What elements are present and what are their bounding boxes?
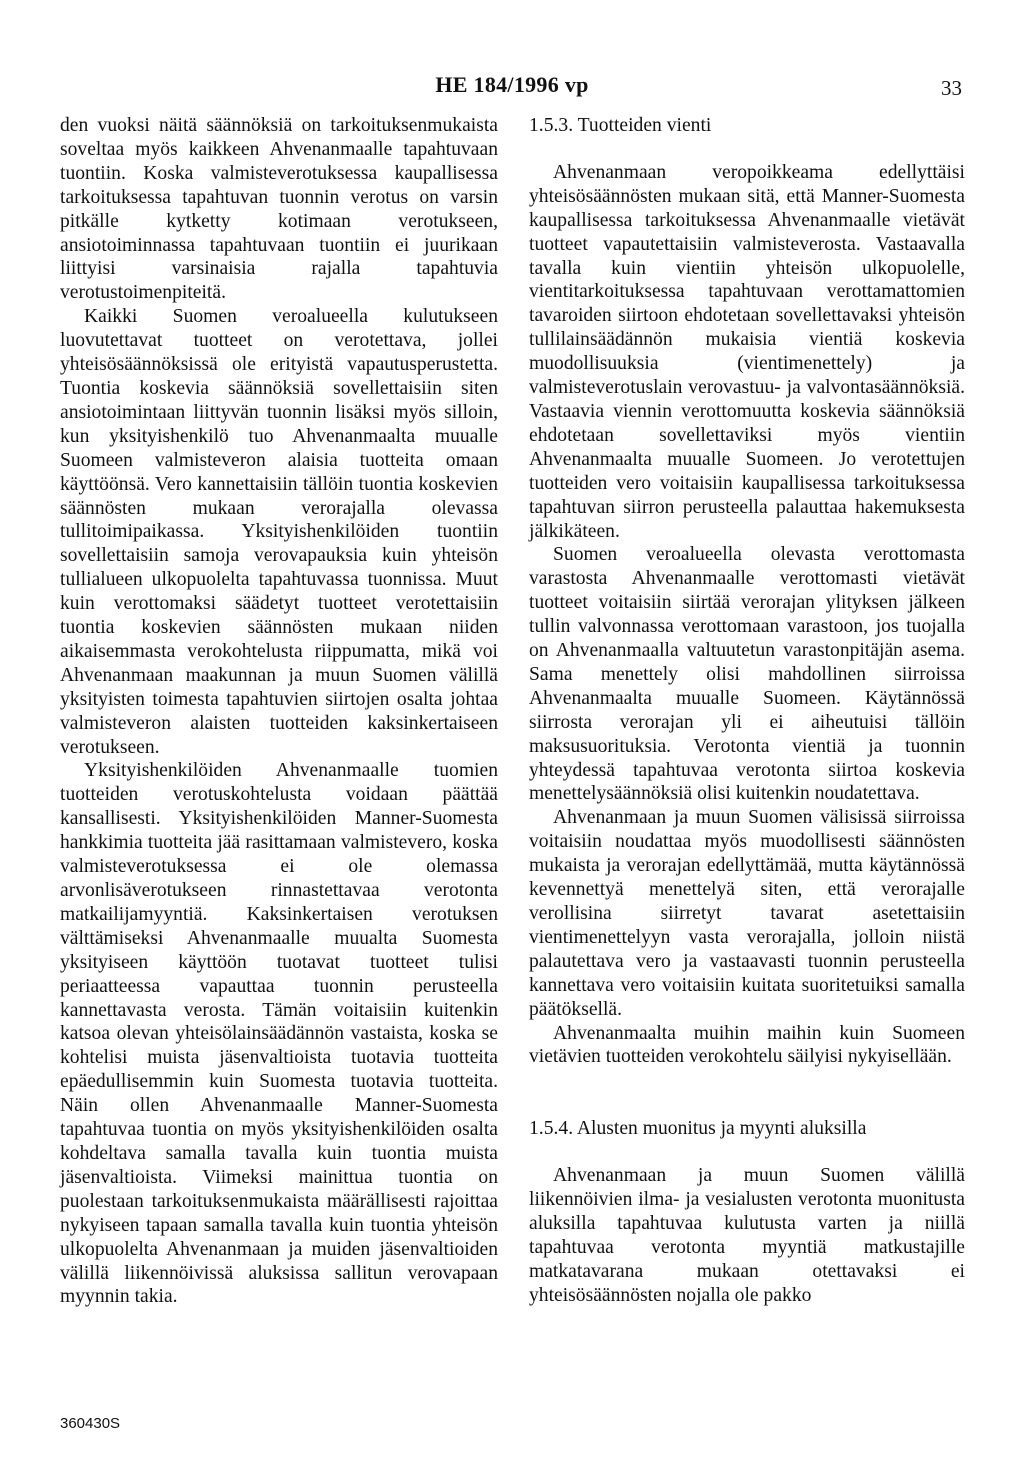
paragraph: Ahvenanmaalta muihin maihin kuin Suomeen vietävien tuotteiden verokohtelu säilyisi nykyisellään. — [529, 1022, 965, 1068]
right-column — [529, 114, 965, 1308]
footer-code: 360430S — [60, 1415, 121, 1432]
paragraph: den vuoksi näitä säännöksiä on tarkoituksenmukaista soveltaa myös kaikkeen Ahvenanmaalle tapahtuvaan tuontiin. Koska valmisteverotuksessa kaupallisessa tarkoituksessa tapahtuvan tuonnin verotus on varsin pitkälle kytketty kotimaan verotukseen, ansiotoiminnassa tapahtuvaan tuontiin ei juurikaan liittyisi varsinaisia rajalla tapahtuvia verotustoimenpiteitä. — [60, 115, 498, 304]
paragraph: Ahvenanmaan ja muun Suomen välisissä siirroissa voitaisiin noudattaa myös muodollisesti säännösten mukaista ja verorajan edellyttämää, mutta käytännössä kevennettyä menettelyä siten, että verorajalle verollisina siirretyt tavarat asetettaisiin vientimenettelyyn vasta verorajalla, jolloin niistä palautettava vero ja vastaavasti tuonnin perusteella kannettava vero voitaisiin kuitata suoritetuiksi samalla päätöksellä. — [529, 807, 965, 1020]
paragraph: Ahvenanmaan ja muun Suomen välillä liikennöivien ilma- ja vesialusten verotonta muonitusta aluksilla tapahtuvaa kulutusta varten ja niillä tapahtuvaa verotonta myyntiä matkustajille matkatavarana mukaan otettavaksi ei yhteisösäännösten nojalla ole pakko — [529, 1165, 965, 1306]
left-column — [60, 114, 498, 1309]
paragraph: Yksityishenkilöiden Ahvenanmaalle tuomien tuotteiden verotuskohtelusta voidaan päättää kansallisesti. Yksityishenkilöiden Manner-Suomesta hankkimia tuotteita jää rasittamaan valmistevero, koska valmisteverotuksessa ei ole olemassa arvonlisäverotukseen rinnastettavaa verotonta matkailijamyyntiä. Kaksinkertaisen verotuksen välttämiseksi Ahvenanmaalle muualta Suomesta yksityiseen käyttöön tuotavat tuotteet tulisi periaatteessa vapauttaa tuonnin perusteella kannettavasta verosta. Tämän voitaisiin kuitenkin katsoa olevan yhteisölainsäädännön vastaista, koska se kohtelisi muista jäsenvaltioista tuotavia tuotteita epäedullisemmin kuin Suomesta tuotavia tuotteita. Näin ollen Ahvenanmaalle Manner-Suomesta tapahtuvaa tuontia on myös yksityishenkilöiden osalta kohdeltava samalla tavalla kuin tuontia muista jäsenvaltioista. Viimeksi mainittua tuontia on puolestaan tarkoituksenmukaista määrällisesti rajoittaa nykyiseen tapaan samalla tavalla kuin tuontia yhteisön ulkopuolelta Ahvenanmaan ja muiden jäsenvaltioiden välillä liikennöivissä aluksissa sallitun verovapaan myynnin takia. — [60, 760, 498, 1308]
section-heading: 1.5.4. Alusten muonitus ja myynti aluksilla — [529, 1118, 867, 1140]
section-heading: 1.5.3. Tuotteiden vienti — [529, 115, 712, 136]
paragraph: Ahvenanmaan veropoikkeama edellyttäisi yhteisösäännösten mukaan sitä, että Manner-Suomesta kaupallisessa tarkoituksessa Ahvenanmaalle vietävät tuotteet vapautettaisiin valmisteverosta. Vastaavalla tavalla kuin vientiin yhteisön ulkopuolelle, vientitarkoituksessa tapahtuvaan verottamattomien tavaroiden siirtoon ehdotetaan sovellettavaksi yhteisön tullilainsäädännön mukaisia vientiä koskevia muodollisuuksia (vientimenettely) ja valmisteverotuslain verovastuu- ja valvontasäännöksiä. Vastaavia viennin verottomuutta koskevia säännöksiä ehdotetaan sovellettaviksi myös vientiin Ahvenanmaalta muualle Suomeen. Jo verotettujen tuotteiden vero voitaisiin kaupallisessa tarkoituksessa tapahtuvan siirron perusteella palauttaa hakemuksesta jälkikäteen. — [529, 161, 965, 542]
paragraph: Kaikki Suomen veroalueella kulutukseen luovutettavat tuotteet on verotettava, jollei yhteisösäännöksissä ole erityistä vapautusperustetta. Tuontia koskevia säännöksiä sovellettaisiin siten ansiotoimintaan liittyvän tuonnin lisäksi myös silloin, kun yksityishenkilö tuo Ahvenanmaalta muualle Suomeen valmisteveron alaisia tuotteita omaan käyttöönsä. Vero kannettaisiin tällöin tuontia koskevien säännösten mukaan verorajalla olevassa tullitoimipaikassa. Yksityishenkilöiden tuontiin sovellettaisiin samoja verovapauksia kuin yhteisön tullialueen ulkopuolelta tapahtuvassa tuonnissa. Muut kuin verottomaksi säädetyt tuotteet verotettaisiin tuontia koskevien säännösten mukaan niiden aikaisemmasta verokohtelusta riippumatta, mikä voi Ahvenanmaan maakunnan ja muun Suomen välillä yksityisten toimesta tapahtuvien siirtojen osalta johtaa valmisteveron alaisten tuotteiden kaksinkertaiseen verotukseen. — [60, 306, 498, 758]
page-header — [0, 72, 1024, 102]
paragraph: Suomen veroalueella olevasta verottomasta varastosta Ahvenanmaalle verottomasti vietävät tuotteet voitaisiin siirtää verorajan ylityksen jälkeen tullin valvonnassa verottomaan varastoon, jos tuojalla on Ahvenanmaalla valtuutetun varastonpitäjän asema. Sama menettely olisi mahdollinen siirroissa Ahvenanmaalta muualle Suomeen. Käytännössä siirrosta verorajan yli ei aiheutuisi tällöin maksusuorituksia. Verotonta vientiä ja tuonnin yhteydessä tapahtuvaa verotonta siirtoa koskevia menettelysäännöksiä olisi kuitenkin noudatettava. — [529, 544, 965, 805]
page-number: 33 — [941, 76, 962, 100]
document-id: HE 184/1996 vp — [435, 72, 589, 97]
